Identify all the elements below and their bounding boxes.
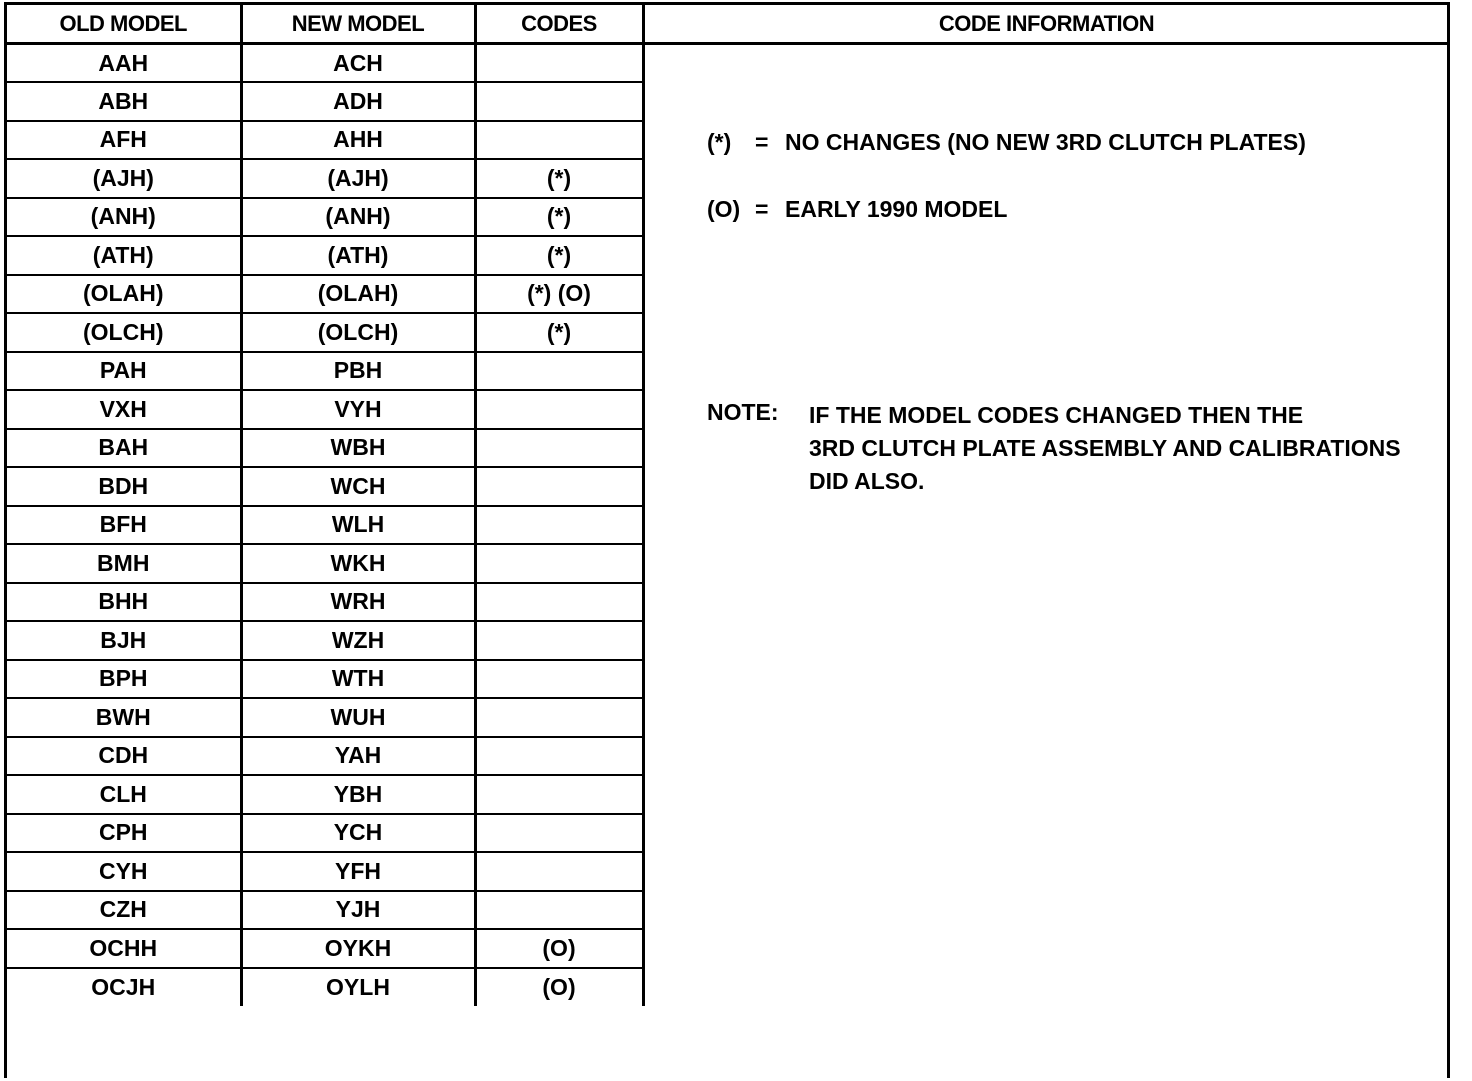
old-model-cell: CYH	[7, 852, 241, 891]
codes-cell	[475, 390, 643, 429]
table-row	[7, 198, 643, 237]
model-code-table	[7, 5, 645, 1006]
codes-cell: (*)	[475, 198, 643, 237]
new-model-cell: YJH	[241, 891, 475, 930]
old-model-cell: CDH	[7, 737, 241, 776]
codes-cell	[475, 775, 643, 814]
codes-cell	[475, 737, 643, 776]
new-model-cell: VYH	[241, 390, 475, 429]
codes-cell	[475, 583, 643, 622]
codes-cell: (O)	[475, 968, 643, 1007]
new-model-cell: WZH	[241, 621, 475, 660]
legend-meaning: NO CHANGES (NO NEW 3RD CLUTCH PLATES)	[785, 129, 1306, 155]
new-model-cell: YAH	[241, 737, 475, 776]
table-row	[7, 313, 643, 352]
table-row	[7, 390, 643, 429]
new-model-cell: YCH	[241, 814, 475, 853]
new-model-cell: (OLAH)	[241, 275, 475, 314]
table-row	[7, 467, 643, 506]
old-model-cell: (OLAH)	[7, 275, 241, 314]
codes-cell	[475, 660, 643, 699]
legend-equals: =	[755, 129, 769, 155]
table-row	[7, 814, 643, 853]
legend-symbol: (*)	[707, 129, 732, 155]
old-model-cell: (OLCH)	[7, 313, 241, 352]
table-row	[7, 583, 643, 622]
legend-item-no-changes	[707, 129, 1306, 156]
codes-cell	[475, 852, 643, 891]
old-model-cell: CPH	[7, 814, 241, 853]
model-code-sheet	[4, 2, 1450, 1078]
note-line: DID ALSO.	[809, 468, 925, 494]
old-model-cell: BDH	[7, 467, 241, 506]
old-model-cell: BWH	[7, 698, 241, 737]
table-row	[7, 544, 643, 583]
table-row	[7, 275, 643, 314]
codes-cell: (*) (O)	[475, 275, 643, 314]
codes-cell	[475, 621, 643, 660]
new-model-cell: WCH	[241, 467, 475, 506]
codes-header: CODES	[475, 5, 643, 44]
table-row	[7, 698, 643, 737]
table-row	[7, 968, 643, 1007]
old-model-cell: BFH	[7, 506, 241, 545]
note-text	[809, 399, 1449, 498]
legend-symbol: (O)	[707, 196, 741, 222]
table-row	[7, 506, 643, 545]
old-model-cell: AAH	[7, 44, 241, 83]
code-information-header: CODE INFORMATION	[643, 5, 1450, 45]
old-model-cell: OCHH	[7, 929, 241, 968]
codes-cell	[475, 467, 643, 506]
codes-cell: (*)	[475, 313, 643, 352]
old-model-header: OLD MODEL	[7, 5, 241, 44]
codes-cell	[475, 814, 643, 853]
new-model-cell: (OLCH)	[241, 313, 475, 352]
table-row	[7, 159, 643, 198]
codes-cell	[475, 891, 643, 930]
new-model-cell: (AJH)	[241, 159, 475, 198]
codes-cell	[475, 506, 643, 545]
codes-cell	[475, 698, 643, 737]
new-model-cell: YFH	[241, 852, 475, 891]
table-row	[7, 929, 643, 968]
table-row	[7, 660, 643, 699]
table-row	[7, 429, 643, 468]
model-rows	[7, 44, 643, 1007]
old-model-cell: BHH	[7, 583, 241, 622]
new-model-cell: PBH	[241, 352, 475, 391]
table-row	[7, 44, 643, 83]
codes-cell	[475, 429, 643, 468]
old-model-cell: ABH	[7, 82, 241, 121]
old-model-cell: CLH	[7, 775, 241, 814]
new-model-header: NEW MODEL	[241, 5, 475, 44]
new-model-cell: WBH	[241, 429, 475, 468]
old-model-cell: BJH	[7, 621, 241, 660]
new-model-cell: YBH	[241, 775, 475, 814]
codes-cell	[475, 44, 643, 83]
old-model-cell: (AJH)	[7, 159, 241, 198]
legend-meaning: EARLY 1990 MODEL	[785, 196, 1008, 222]
old-model-cell: AFH	[7, 121, 241, 160]
old-model-cell: VXH	[7, 390, 241, 429]
new-model-cell: ADH	[241, 82, 475, 121]
legend-item-early-1990	[707, 196, 1007, 223]
codes-cell	[475, 121, 643, 160]
table-row	[7, 852, 643, 891]
table-row	[7, 891, 643, 930]
table-row	[7, 82, 643, 121]
codes-cell	[475, 544, 643, 583]
new-model-cell: WKH	[241, 544, 475, 583]
codes-cell: (O)	[475, 929, 643, 968]
new-model-cell: ACH	[241, 44, 475, 83]
new-model-cell: (ATH)	[241, 236, 475, 275]
new-model-cell: WTH	[241, 660, 475, 699]
note-label: NOTE:	[707, 399, 779, 425]
new-model-cell: WRH	[241, 583, 475, 622]
table-row	[7, 737, 643, 776]
note-line: IF THE MODEL CODES CHANGED THEN THE	[809, 402, 1304, 428]
old-model-cell: (ATH)	[7, 236, 241, 275]
code-information-panel	[643, 45, 1450, 1081]
legend-equals: =	[755, 196, 769, 222]
codes-cell	[475, 352, 643, 391]
old-model-cell: (ANH)	[7, 198, 241, 237]
old-model-cell: BAH	[7, 429, 241, 468]
old-model-cell: BMH	[7, 544, 241, 583]
new-model-cell: OYLH	[241, 968, 475, 1007]
codes-cell: (*)	[475, 159, 643, 198]
codes-cell: (*)	[475, 236, 643, 275]
table-row	[7, 621, 643, 660]
codes-cell	[475, 82, 643, 121]
old-model-cell: CZH	[7, 891, 241, 930]
table-header-row	[7, 5, 643, 44]
old-model-cell: OCJH	[7, 968, 241, 1007]
old-model-cell: BPH	[7, 660, 241, 699]
table-row	[7, 121, 643, 160]
table-row	[7, 236, 643, 275]
note-line: 3RD CLUTCH PLATE ASSEMBLY AND CALIBRATIONS	[809, 435, 1401, 461]
new-model-cell: OYKH	[241, 929, 475, 968]
new-model-cell: (ANH)	[241, 198, 475, 237]
new-model-cell: WUH	[241, 698, 475, 737]
table-row	[7, 775, 643, 814]
new-model-cell: AHH	[241, 121, 475, 160]
table-row	[7, 352, 643, 391]
old-model-cell: PAH	[7, 352, 241, 391]
new-model-cell: WLH	[241, 506, 475, 545]
